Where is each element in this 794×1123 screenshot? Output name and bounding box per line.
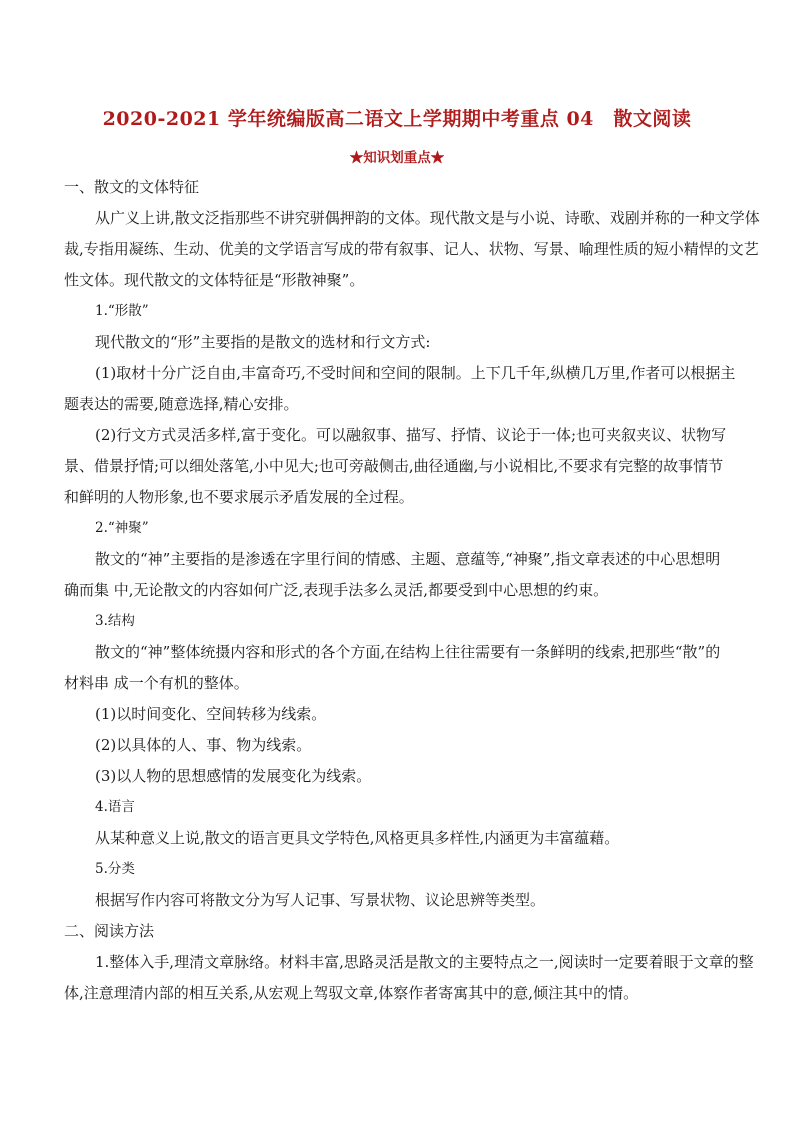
paragraph-line: 散文的“神”整体统摄内容和形式的各个方面,在结构上往往需要有一条鲜明的线索,把那些“散”的 [95, 643, 721, 661]
paragraph-line: 根据写作内容可将散文分为写人记事、写景状物、议论思辨等类型。 [95, 891, 546, 909]
document-body [64, 172, 760, 1009]
paragraph-line: 确而集 中,无论散文的内容如何广泛,表现手法多么灵活,都要受到中心思想的约束。 [64, 581, 609, 599]
subheading-xingsan: 1.“形散” [95, 303, 149, 319]
paragraph-line: 从广义上讲,散文泛指那些不讲究骈偶押韵的文体。现代散文是与小说、诗歌、戏剧并称的一种文学体 [95, 209, 760, 227]
heading-reading-methods: 二、阅读方法 [64, 922, 155, 940]
paragraph-line: 体,注意理清内部的相互关系,从宏观上驾驭文章,体察作者寄寓其中的意,倾注其中的情。 [64, 984, 639, 1002]
paragraph-line: 性文体。现代散文的文体特征是“形散神聚”。 [64, 271, 365, 289]
paragraph-line: 题表达的需要,随意选择,精心安排。 [64, 395, 299, 413]
list-item-line: (1)以时间变化、空间转移为线索。 [95, 705, 327, 723]
paragraph-line: 现代散文的“形”主要指的是散文的选材和行文方式: [95, 333, 431, 351]
section-banner: ★知识划重点★ [349, 150, 445, 166]
subheading-classification: 5.分类 [95, 861, 135, 877]
paragraph-line: 散文的“神”主要指的是渗透在字里行间的情感、主题、意蕴等,“神聚”,指文章表述的中心思想明 [95, 550, 721, 568]
paragraph-line: 裁,专指用凝练、生动、优美的文学语言写成的带有叙事、记人、状物、写景、喻理性质的短小精悍的文艺 [64, 240, 759, 258]
subheading-shenju: 2.“神聚” [95, 520, 149, 536]
list-item-line: (1)取材十分广泛自由,丰富奇巧,不受时间和空间的限制。上下几千年,纵横几万里,作者可以根据主 [95, 364, 736, 382]
document-title: 2020-2021 学年统编版高二语文上学期期中考重点 04 散文阅读 [102, 108, 692, 130]
subheading-language: 4.语言 [95, 799, 135, 815]
heading-text-features: 一、散文的文体特征 [64, 178, 200, 196]
paragraph-line: 1.整体入手,理清文章脉络。材料丰富,思路灵活是散文的主要特点之一,阅读时一定要着眼于文章的整 [95, 953, 754, 971]
list-item-line: (3)以人物的思想感情的发展变化为线索。 [95, 767, 372, 785]
paragraph-line: 景、借景抒情;可以细处落笔,小中见大;也可旁敲侧击,曲径通幽,与小说相比,不要求有完整的故事情节 [64, 457, 724, 475]
list-item-line: (2)行文方式灵活多样,富于变化。可以融叙事、描写、抒情、议论于一体;也可夹叙夹议、状物写 [95, 426, 727, 444]
subheading-structure: 3.结构 [95, 613, 135, 629]
paragraph-line: 和鲜明的人物形象,也不要求展示矛盾发展的全过程。 [64, 488, 414, 506]
list-item-line: (2)以具体的人、事、物为线索。 [95, 736, 312, 754]
paragraph-line: 从某种意义上说,散文的语言更具文学特色,风格更具多样性,内涵更为丰富蕴藉。 [95, 829, 620, 847]
paragraph-line: 材料串 成一个有机的整体。 [64, 674, 249, 692]
